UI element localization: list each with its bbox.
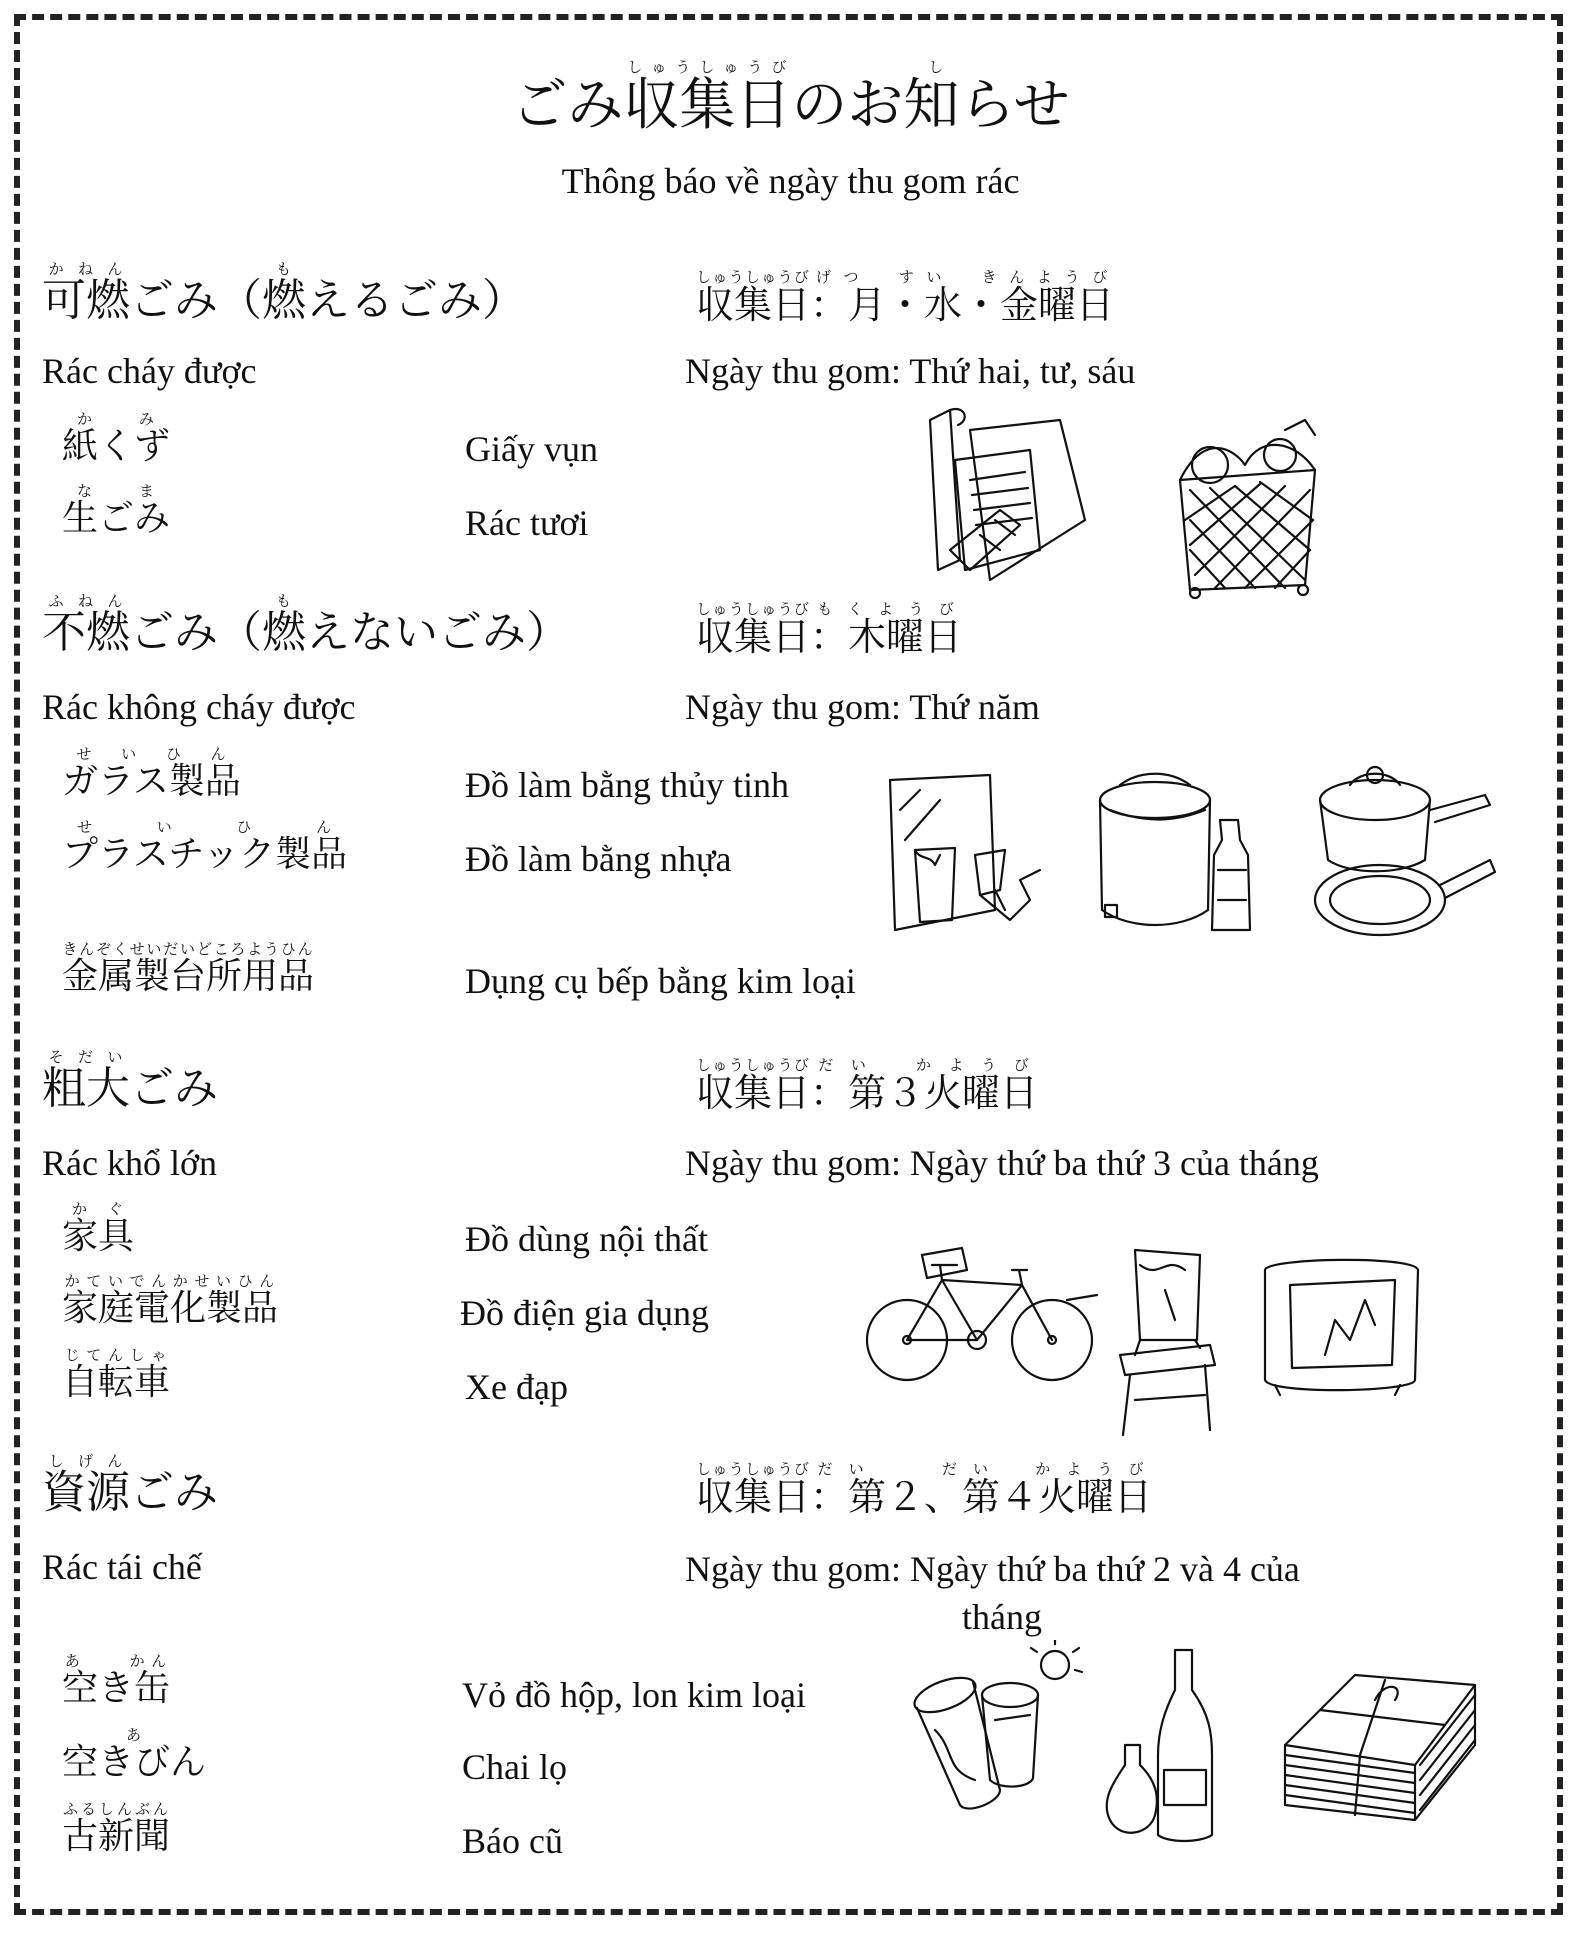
section-3-schedule-vi: Ngày thu gom: Ngày thứ ba thứ 3 của tháng (685, 1143, 1319, 1183)
rice-cooker-bottle-icon (1090, 770, 1270, 940)
empty-cans-icon (905, 1640, 1085, 1815)
item-furniture-vi: Đồ dùng nội thất (465, 1219, 708, 1259)
section-1-vi: Rác cháy được (42, 351, 257, 391)
broken-chair-icon (1105, 1240, 1225, 1440)
item-food-jp: 生ごみなま (62, 482, 171, 539)
item-paper-jp: 紙くずかみ (62, 410, 171, 467)
item-bottles-jp: 空きびんあ (62, 1726, 207, 1783)
item-appliance-vi: Đồ điện gia dụng (460, 1293, 709, 1333)
section-2-schedule-vi: Ngày thu gom: Thứ năm (685, 687, 1040, 727)
section-3-schedule: 収集日しゅうしゅうび：第３火曜日だい かようび (696, 1056, 1039, 1115)
item-cans-vi: Vỏ đồ hộp, lon kim loại (462, 1675, 806, 1715)
bottles-icon (1100, 1645, 1230, 1845)
bicycle-icon (862, 1240, 1102, 1390)
item-bottles-vi: Chai lọ (462, 1747, 567, 1787)
section-4-schedule: 収集日しゅうしゅうび：第２、第４火曜日だい だい かようび (696, 1460, 1153, 1519)
section-1-heading: 可燃かねんごみ（燃もえるごみ） (42, 260, 526, 326)
item-metal-jp: 金属製台所用品きんぞくせいだいどころようひん (62, 940, 315, 997)
page-title: ごみ収集日しゅうしゅうびのお知 しらせ (511, 58, 1070, 138)
television-icon (1250, 1250, 1430, 1400)
item-plastic-jp: プラスチック製品せいひん (62, 818, 348, 875)
section-2-heading: 不燃ふねんごみ（燃もえないごみ） (42, 592, 570, 658)
section-3-vi: Rác khổ lớn (42, 1143, 218, 1183)
item-paper-vi: Giấy vụn (465, 429, 598, 469)
section-2-schedule: 収集日しゅうしゅうび：木曜日もくようび (696, 600, 963, 659)
section-2-vi: Rác không cháy được (42, 687, 356, 727)
food-waste-basket-icon (1165, 410, 1335, 600)
item-newspaper-jp: 古新聞ふるしんぶん (62, 1800, 171, 1857)
section-4-vi: Rác tái chế (42, 1547, 202, 1587)
item-food-vi: Rác tươi (465, 503, 589, 543)
broken-glass-icon (880, 770, 1050, 940)
item-glass-vi: Đồ làm bằng thủy tinh (465, 765, 789, 805)
item-newspaper-vi: Báo cũ (462, 1821, 563, 1861)
section-1-schedule: 収集日しゅうしゅうび：月・水・金曜日げつ すい きんようび (696, 268, 1115, 327)
section-4-schedule-vi-2: tháng (962, 1597, 1042, 1637)
page-subtitle: Thông báo về ngày thu gom rác (561, 161, 1020, 201)
item-appliance-jp: 家庭電化製品かていでんかせいひん (62, 1272, 279, 1329)
item-metal-vi: Dụng cụ bếp bằng kim loại (465, 961, 856, 1001)
paper-scraps-icon (910, 400, 1110, 600)
section-4-heading: 資源しげんごみ (42, 1452, 218, 1518)
section-3-heading: 粗大そだいごみ (42, 1048, 218, 1114)
item-glass-jp: ガラス製品せいひん (62, 745, 241, 802)
newspaper-bundle-icon (1275, 1655, 1485, 1835)
item-plastic-vi: Đồ làm bằng nhựa (465, 839, 732, 879)
item-bicycle-vi: Xe đạp (465, 1367, 568, 1407)
section-1-schedule-vi: Ngày thu gom: Thứ hai, tư, sáu (685, 351, 1136, 391)
item-bicycle-jp: 自転車じてんしゃ (62, 1346, 171, 1403)
item-cans-jp: 空き缶あ かん (62, 1652, 171, 1709)
section-4-schedule-vi: Ngày thu gom: Ngày thứ ba thứ 2 và 4 của (685, 1549, 1300, 1589)
pots-pans-icon (1300, 760, 1500, 950)
item-furniture-jp: 家具かぐ (62, 1200, 135, 1257)
